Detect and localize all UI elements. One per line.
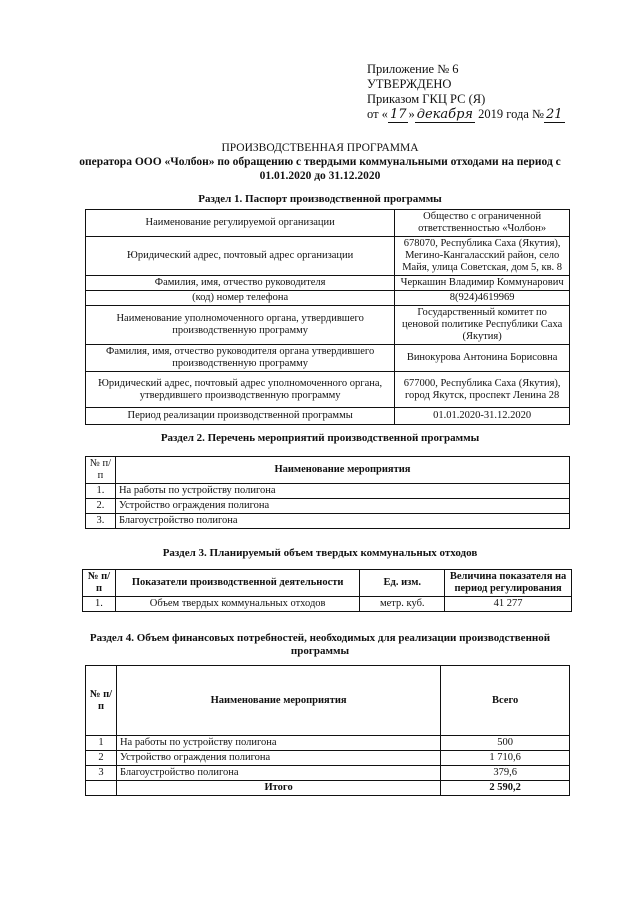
passport-label: Период реализации производственной программы [86, 408, 395, 425]
passport-value: 678070, Республика Саха (Якутия), Мегино-Кангаласский район, село Майя, улица Советская, дом 5, кв. 8 [395, 237, 570, 276]
measure-name: На работы по устройству полигона [115, 484, 569, 499]
table-row [86, 514, 570, 529]
row-number: 1. [83, 597, 116, 612]
total-label: Итого [116, 781, 440, 796]
measure-name: Устройство ограждения полигона [115, 499, 569, 514]
table-row [86, 291, 570, 306]
measure-name: На работы по устройству полигона [116, 736, 440, 751]
passport-label: Юридический адрес, почтовый адрес уполномоченного органа, утвердившего производственную программу [86, 372, 395, 408]
row-number: 2 [86, 751, 117, 766]
section-2-title: Раздел 2. Перечень мероприятий производственной программы [160, 432, 480, 444]
section-3-title: Раздел 3. Планируемый объем твердых коммунальных отходов [162, 547, 478, 559]
measures-table [85, 456, 570, 529]
section-4-title-line-1: Раздел 4. Объем финансовых потребностей, необходимых для реализации производственной [89, 632, 551, 644]
approval-block [367, 62, 565, 122]
order-date-line [367, 107, 565, 122]
date-mid: » [408, 107, 415, 121]
passport-value: 8(924)4619969 [395, 291, 570, 306]
document-title [60, 141, 580, 183]
empty-cell [86, 781, 117, 796]
order-label: Приказом ГКЦ РС (Я) [367, 92, 486, 106]
table-row [86, 306, 570, 345]
table-row [86, 237, 570, 276]
column-header: № п/п [83, 570, 116, 597]
section-4-title [60, 632, 580, 658]
table-row [86, 408, 570, 425]
title-line-2: оператора ООО «Чолбон» по обращению с твердыми коммунальными отходами на период с [79, 156, 561, 168]
section-1-title: Раздел 1. Паспорт производственной программы [198, 193, 442, 205]
passport-label: Наименование уполномоченного органа, утвердившего производственную программу [86, 306, 395, 345]
table-row [86, 499, 570, 514]
handwritten-month: декабря [416, 107, 474, 122]
column-header: № п/п [86, 457, 116, 484]
measure-name: Благоустройство полигона [116, 766, 440, 781]
passport-label: Юридический адрес, почтовый адрес организации [86, 237, 395, 276]
table-row [86, 484, 570, 499]
table-row [86, 766, 570, 781]
table-row [86, 210, 570, 237]
passport-value: Винокурова Антонина Борисовна [395, 345, 570, 372]
handwritten-order-number: 21 [545, 107, 563, 122]
total-value: 2 590,2 [441, 781, 570, 796]
table-header-row [83, 570, 572, 597]
passport-label: Наименование регулируемой организации [86, 210, 395, 237]
table-row [86, 276, 570, 291]
title-line-3: 01.01.2020 до 31.12.2020 [259, 170, 381, 182]
column-header: Всего [441, 666, 570, 736]
column-header: Наименование мероприятия [116, 666, 440, 736]
passport-label: Фамилия, имя, отчество руководителя органа утвердившего производственную программу [86, 345, 395, 372]
column-header: № п/п [86, 666, 117, 736]
section-4-title-line-2: программы [290, 645, 350, 657]
passport-value: Государственный комитет по ценовой политике Республики Саха (Якутия) [395, 306, 570, 345]
passport-value: Черкашин Владимир Коммунарович [395, 276, 570, 291]
row-number: 3. [86, 514, 116, 529]
row-number: 1. [86, 484, 116, 499]
table-header-row [86, 457, 570, 484]
table-row [83, 597, 572, 612]
table-row [86, 751, 570, 766]
measure-name: Устройство ограждения полигона [116, 751, 440, 766]
column-header: Наименование мероприятия [115, 457, 569, 484]
measure-total: 379,6 [441, 766, 570, 781]
unit: метр. куб. [360, 597, 445, 612]
title-line-1: ПРОИЗВОДСТВЕННАЯ ПРОГРАММА [221, 142, 419, 154]
passport-table [85, 209, 570, 425]
indicator-name: Объем твердых коммунальных отходов [115, 597, 359, 612]
table-row [86, 736, 570, 751]
column-header: Показатели производственной деятельности [115, 570, 359, 597]
measure-total: 1 710,6 [441, 751, 570, 766]
passport-label: Фамилия, имя, отчество руководителя [86, 276, 395, 291]
row-number: 2. [86, 499, 116, 514]
row-number: 1 [86, 736, 117, 751]
column-header: Величина показателя на период регулирования [445, 570, 572, 597]
approved-label: УТВЕРЖДЕНО [367, 77, 452, 91]
table-row [86, 345, 570, 372]
handwritten-day: 17 [389, 107, 407, 122]
financial-needs-table [85, 665, 570, 796]
date-prefix: от « [367, 107, 388, 121]
measure-name: Благоустройство полигона [115, 514, 569, 529]
table-header-row [86, 666, 570, 736]
table-row [86, 372, 570, 408]
total-row [86, 781, 570, 796]
waste-volume-table [82, 569, 572, 612]
passport-value: 01.01.2020-31.12.2020 [395, 408, 570, 425]
measure-total: 500 [441, 736, 570, 751]
appendix-number: Приложение № 6 [367, 62, 459, 76]
row-number: 3 [86, 766, 117, 781]
passport-value: Общество с ограниченной ответственностью «Чолбон» [395, 210, 570, 237]
date-year: 2019 года № [478, 107, 544, 121]
indicator-value: 41 277 [445, 597, 572, 612]
column-header: Ед. изм. [360, 570, 445, 597]
passport-value: 677000, Республика Саха (Якутия), город Якутск, проспект Ленина 28 [395, 372, 570, 408]
passport-label: (код) номер телефона [86, 291, 395, 306]
